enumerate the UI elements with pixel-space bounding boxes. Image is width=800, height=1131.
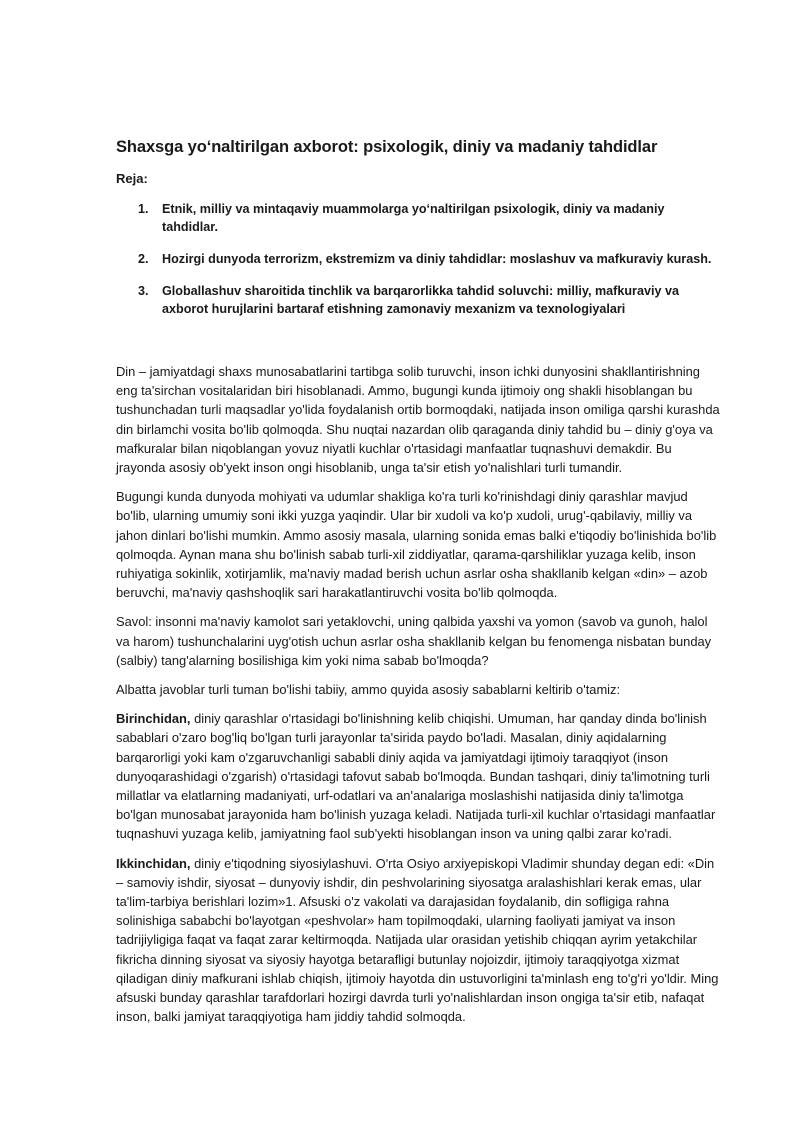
document-title: Shaxsga yo‘naltirilgan axborot: psixologik, diniy va madaniy tahdidlar bbox=[116, 138, 658, 156]
body-paragraph bbox=[116, 854, 720, 1027]
plan-item bbox=[116, 200, 720, 236]
body-paragraph bbox=[116, 709, 720, 843]
paragraph-text: diniy e'tiqodning siyosiylashuvi. O'rta Osiyo arxiyepiskopi Vladimir shunday degan edi: «Din – samoviy ishdir, siyosat – dunyoviy ishdir, din peshvolarining siyosatga aralashishlari kerak emas, ular ta'lim-tarbiya berishlari lozim»1. Afsuski o'z vakolati va darajasidan foydalanib, din sofligiga rahna solinishiga sababchi bo'layotgan «peshvolar» ham topilmoqdaki, ularning faoliyati jamiyat va inson tadrijiyligiga faqat va faqat zarar keltirmoqda. Natijada ular orasidan yetishib chiqqan ayrim yetakchilar fikricha dinning siyosat va siyosiy hayotga betarafligi butunlay nojoizdir, ijtimoiy taraqqiyotga xizmat qiladigan diniy mafkurani ishlab chiqish, ijtimoiy hayotda din ustuvorligini ta'minlash eng to'g'ri yo'ldir. Ming afsuski bunday qarashlar tarafdorlari hozirgi davrda turli yo'nalishlardan inson ongiga ta'sir etib, nafaqat inson, balki jamiyat taraqqiyotiga ham jiddiy tahdid solmoqda. bbox=[116, 855, 719, 1025]
paragraph-text: Savol: insonni ma'naviy kamolot sari yetaklovchi, uning qalbida yaxshi va yomon (savob va gunoh, halol va harom) tushunchalarini uyg'otish uchun asrlar osha shakllanib kelgan bu fenomenga nisbatan bunday (salbiy) tang'alarning bosilishiga kim yoki nima sabab bo'lmoqda? bbox=[116, 614, 712, 668]
plan-item bbox=[116, 282, 720, 318]
paragraph-lead: Ikkinchidan, bbox=[116, 855, 191, 871]
plan-item-number: 1. bbox=[138, 202, 149, 216]
plan-list bbox=[116, 200, 720, 318]
plan-heading: Reja: bbox=[116, 171, 148, 186]
body-paragraph bbox=[116, 680, 720, 699]
paragraph-text: diniy qarashlar o'rtasidagi bo'linishning kelib chiqishi. Umuman, har qanday dinda bo'linish sabablari o'zaro bog'liq bo'lgan turli jarayonlar ta'sirida paydo bo'ladi. Masalan, diniy aqidalarning barqarorligi yoki kam o'zgaruvchanligi sababli diniy aqida va jamiyatdagi ijtimoiy taraqqiyot (inson dunyoqarashidagi o'zgarish) o'rtasidagi tafovut sabab bo'lmoqda. Bundan tashqari, diniy ta'limotning turli millatlar va elatlarning madaniyati, urf-odatlari va an'analariga moslashishi natijasida diniy ta'limotga bo'lgan munosabat jarayonida ham bo'linish yuzaga keladi. Natijada turli-xil kuchlar o'rtasidagi manfaatlar tuqnashuvi yuzaga kelib, jamiyatning faol sub'yekti hisoblangan inson va uning qalbi zarar ko'radi. bbox=[116, 711, 716, 842]
paragraph-lead: Birinchidan, bbox=[116, 711, 191, 727]
plan-item-number: 2. bbox=[138, 252, 149, 266]
body-paragraph bbox=[116, 487, 720, 602]
paragraph-text: Albatta javoblar turli tuman bo'lishi tabiiy, ammo quyida asosiy sabablarni keltirib o'tamiz: bbox=[116, 682, 621, 698]
paragraph-text: Din – jamiyatdagi shaxs munosabatlarini tartibga solib turuvchi, inson ichki dunyosini shakllantirishning eng ta'sirchan vositalaridan biri hisoblanadi. Ammo, bugungi kunda ijtimoiy ong shakli hisoblangan bu tushunchadan turli maqsadlar yo'lida foydalanish ortib bormoqdaki, natijada inson omiliga qarshi kurashda din birlamchi vosita bo'lib qolmoqda. Shu nuqtai nazardan olib qaraganda diniy tahdid bu – diniy g'oya va mafkuralar bilan niqoblangan yovuz niyatli kuchlar o'rtasidagi manfaatlar tuqnashuvi demakdir. Bu jrayonda asosiy ob'yekt inson ongi hisoblanib, unga ta'sir etish yo'nalishlari turli tumandir. bbox=[116, 364, 720, 476]
plan-item-text: Globallashuv sharoitida tinchlik va barqarorlikka tahdid soluvchi: milliy, mafkuraviy va axborot hurujlarini bartaraf etishning zamonaviy mexanizm va texnologiyalari bbox=[162, 284, 679, 316]
paragraph-text: Bugungi kunda dunyoda mohiyati va udumlar shakliga ko'ra turli ko'rinishdagi diniy qarashlar mavjud bo'lib, ularning umumiy soni ikki yuzga yaqindir. Ular bir xudoli va ko'p xudoli, urug'-qabilaviy, milliy va jahon dinlari bo'lishi mumkin. Ammo asosiy masala, ularning sonida emas balki e'tiqodiy bo'linishida bo'lib qolmoqda. Aynan mana shu bo'linish sabab turli-xil ziddiyatlar, qarama-qarshiliklar yuzaga kelib, inson ruhiyatiga sokinlik, xotirjamlik, ma'naviy madad berish uchun asrlar osha shakllanib kelgan «din» – azob beruvchi, ma'naviy qashshoqlik sari harakatlantiruvchi vosita bo'lib qolmoqda. bbox=[116, 489, 717, 601]
body-paragraph bbox=[116, 362, 720, 477]
plan-item bbox=[116, 250, 720, 268]
plan-item-text: Hozirgi dunyoda terrorizm, ekstremizm va diniy tahdidlar: moslashuv va mafkuraviy kurash. bbox=[162, 252, 712, 266]
body-paragraph bbox=[116, 612, 720, 670]
plan-item-text: Etnik, milliy va mintaqaviy muammolarga yo‘naltirilgan psixologik, diniy va madaniy tahdidlar. bbox=[162, 202, 665, 234]
plan-item-number: 3. bbox=[138, 284, 149, 298]
